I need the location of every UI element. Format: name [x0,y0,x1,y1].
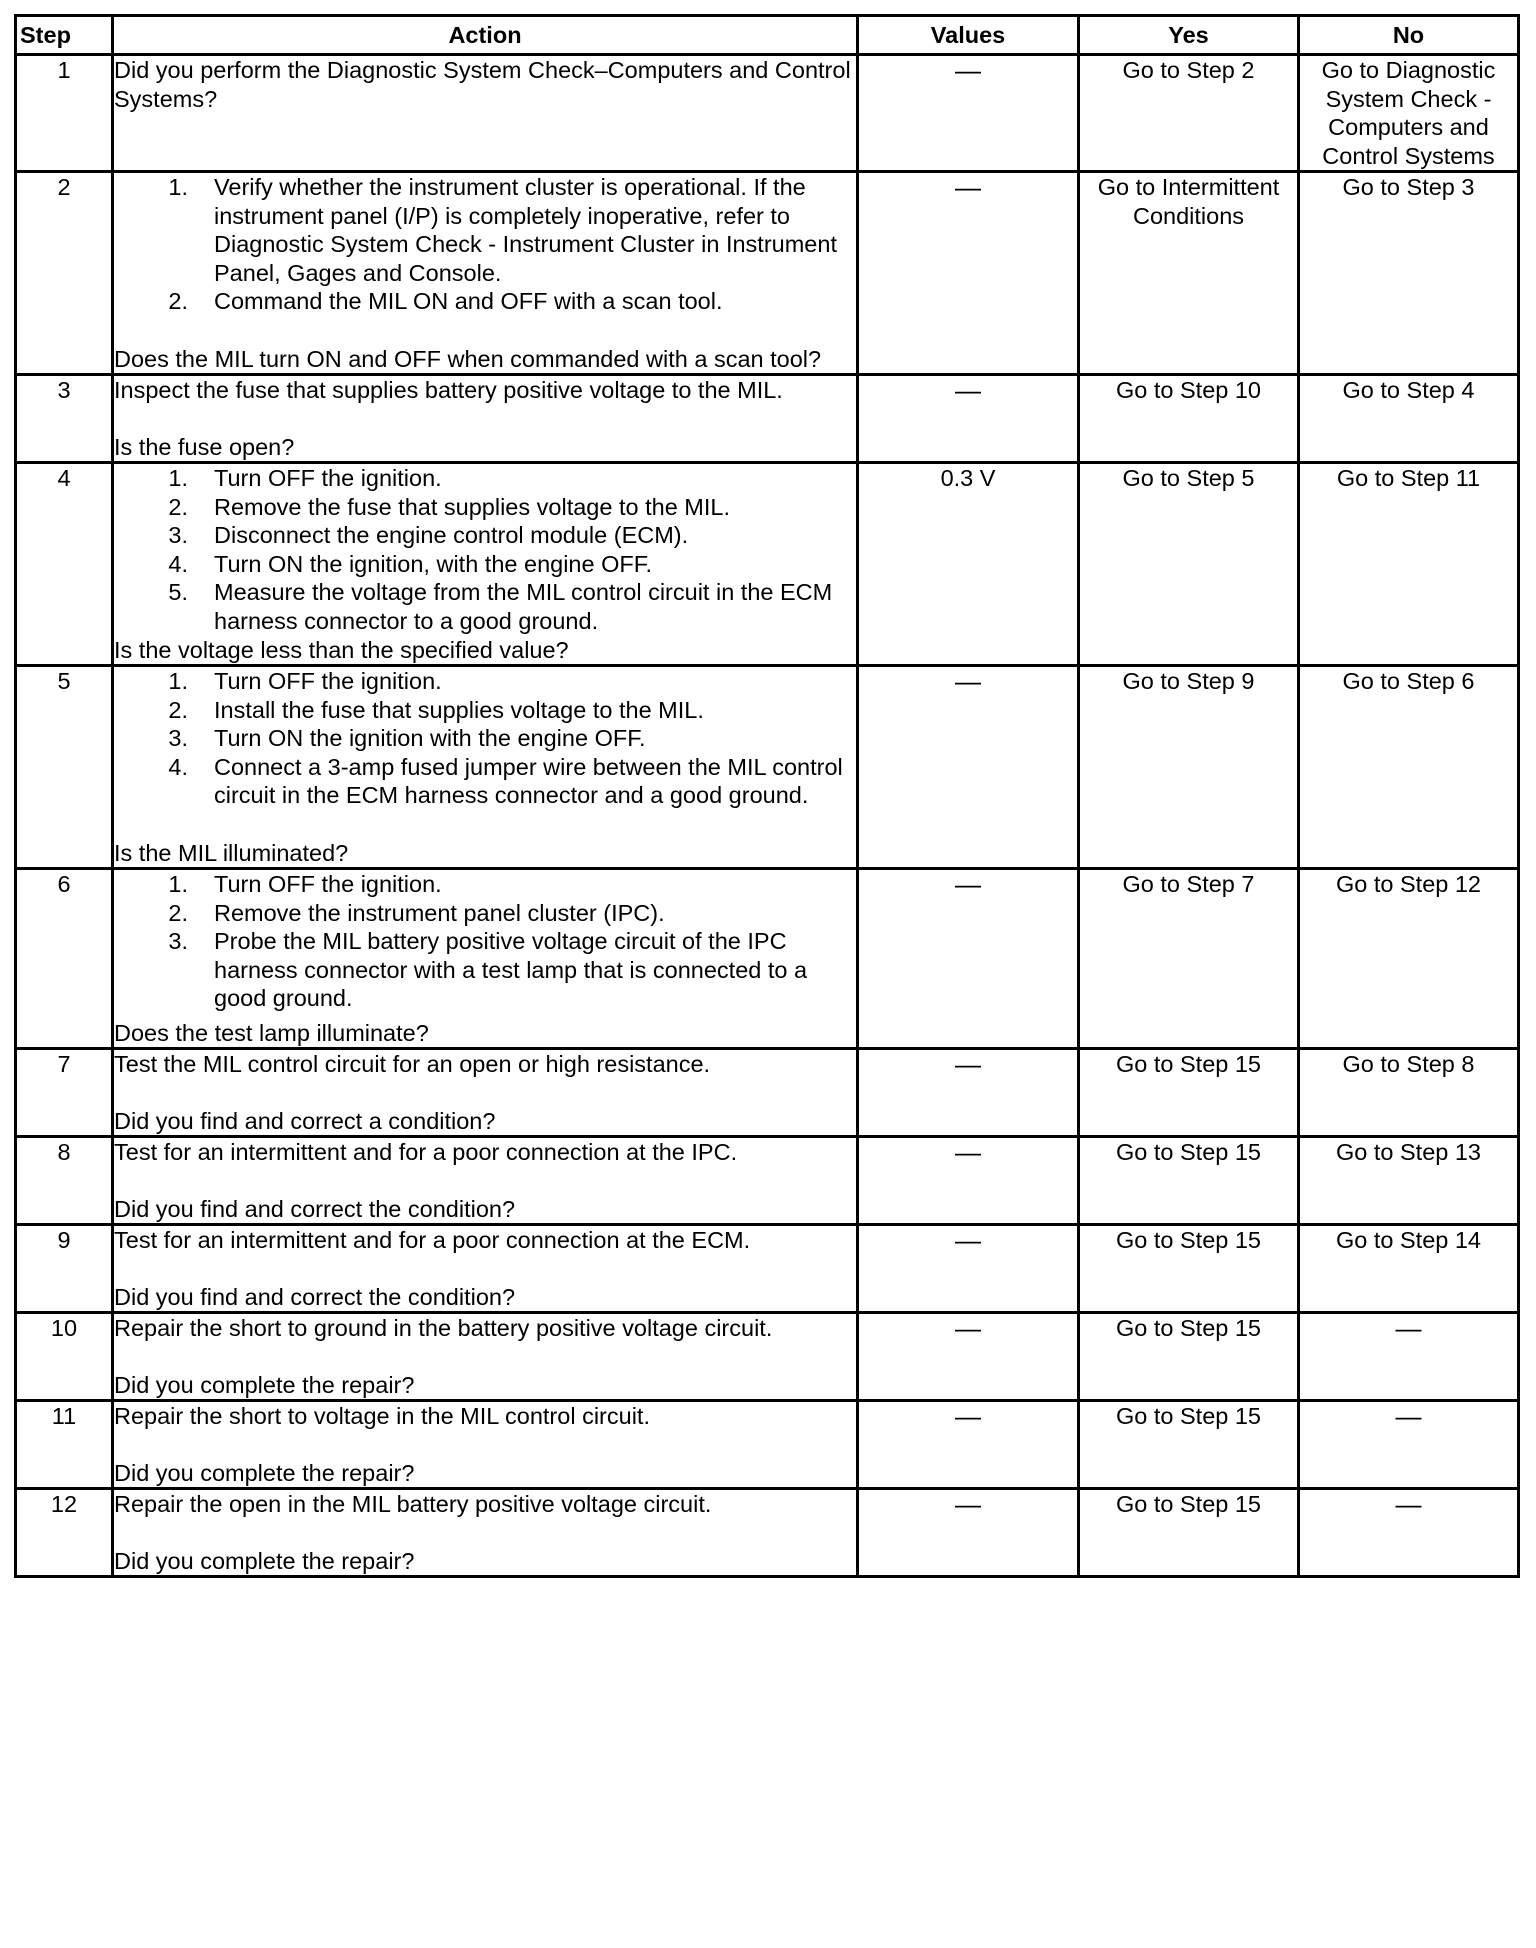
action-intro: Repair the open in the MIL battery positive voltage circuit. [114,1491,712,1517]
action-content [114,1050,856,1135]
table-row [16,172,1519,375]
table-row [16,375,1519,463]
action-cell [113,869,858,1049]
action-instructions [114,1138,856,1167]
value-text: — [955,55,981,85]
action-instructions [114,870,856,1013]
values-cell [858,1489,1079,1577]
action-intro: Test for an intermittent and for a poor connection at the IPC. [114,1139,738,1165]
action-step-list [114,464,856,635]
no-cell: Go to Step 4 [1299,375,1519,463]
yes-cell: Go to Step 15 [1079,1225,1299,1313]
yes-cell: Go to Step 15 [1079,1137,1299,1225]
action-question: Did you complete the repair? [114,1459,415,1486]
action-intro: Inspect the fuse that supplies battery positive voltage to the MIL. [114,377,783,403]
action-content [114,464,856,664]
action-intro: Repair the short to voltage in the MIL control circuit. [114,1403,650,1429]
action-step-item [114,550,856,579]
action-question: Does the test lamp illuminate? [114,1019,429,1046]
value-text: — [955,1049,981,1079]
values-cell [858,1313,1079,1401]
action-question: Did you find and correct a condition? [114,1107,496,1134]
action-step-number: 3. [168,522,188,548]
values-cell [858,1225,1079,1313]
step-cell: 1 [16,55,113,172]
values-cell [858,1049,1079,1137]
action-question: Is the voltage less than the specified value? [114,636,569,663]
step-cell: 5 [16,666,113,869]
values-cell [858,55,1079,172]
values-cell [858,869,1079,1049]
no-cell: Go to Step 11 [1299,463,1519,666]
action-step-text: Turn ON the ignition with the engine OFF. [214,725,646,751]
action-content [114,870,856,1047]
action-cell [113,666,858,869]
yes-cell: Go to Step 15 [1079,1401,1299,1489]
yes-cell: Go to Step 15 [1079,1049,1299,1137]
action-cell [113,1225,858,1313]
step-cell: 3 [16,375,113,463]
table-row [16,1401,1519,1489]
no-text: — [1395,1489,1422,1519]
value-text: — [955,375,981,405]
action-step-text: Measure the voltage from the MIL control circuit in the ECM harness connector to a good ground. [214,579,833,634]
table-row [16,1049,1519,1137]
action-step-list [114,667,856,810]
action-step-item [114,724,856,753]
action-content [114,56,856,170]
header-row [16,16,1519,55]
action-step-item [114,493,856,522]
yes-header: Yes [1079,16,1299,55]
table-row [16,463,1519,666]
action-question: Does the MIL turn ON and OFF when commanded with a scan tool? [114,345,822,372]
yes-cell: Go to Step 15 [1079,1489,1299,1577]
table-row [16,666,1519,869]
values-cell [858,375,1079,463]
action-step-text: Command the MIL ON and OFF with a scan tool. [214,288,723,314]
action-step-text: Probe the MIL battery positive voltage circuit of the IPC harness connector with a test lamp that is connected to a good ground. [214,928,808,1011]
action-cell [113,55,858,172]
action-content [114,1226,856,1311]
action-step-item [114,287,856,316]
action-step-number: 2. [168,696,188,723]
values-header: Values [858,16,1079,55]
no-cell: Go to Step 14 [1299,1225,1519,1313]
action-content [114,1314,856,1399]
action-instructions [114,1314,856,1343]
value-text: — [955,1225,981,1255]
action-cell [113,375,858,463]
step-cell: 4 [16,463,113,666]
table-row [16,55,1519,172]
action-instructions [114,56,856,113]
action-cell [113,1489,858,1577]
value-text: — [955,869,981,899]
yes-cell: Go to Step 5 [1079,463,1299,666]
action-question: Did you complete the repair? [114,1371,415,1398]
value-text: — [955,1489,981,1519]
action-step-number: 1. [168,668,188,694]
action-step-item [114,870,856,899]
action-step-text: Turn OFF the ignition. [214,871,442,897]
table-row [16,1489,1519,1577]
no-cell: Go to Step 8 [1299,1049,1519,1137]
yes-cell: Go to Step 15 [1079,1313,1299,1401]
action-content [114,1490,856,1575]
action-intro: Did you perform the Diagnostic System Check–Computers and Control Systems? [114,57,851,112]
action-step-item [114,899,856,928]
table-row [16,869,1519,1049]
action-intro: Test for an intermittent and for a poor connection at the ECM. [114,1227,751,1253]
action-step-text: Turn OFF the ignition. [214,668,442,694]
action-step-text: Disconnect the engine control module (ECM). [214,522,689,548]
action-step-number: 5. [168,579,188,605]
value-text: — [955,172,981,202]
action-step-text: Remove the instrument panel cluster (IPC). [214,899,665,926]
action-content [114,376,856,461]
table-row [16,1225,1519,1313]
action-header: Action [113,16,858,55]
no-cell: Go to Diagnostic System Check - Computers and Control Systems [1299,55,1519,172]
action-step-item [114,696,856,725]
step-cell: 10 [16,1313,113,1401]
action-step-number: 3. [168,928,188,954]
action-step-list [114,173,856,316]
action-step-number: 1. [168,174,188,200]
action-question: Is the MIL illuminated? [114,839,349,866]
no-cell: Go to Step 3 [1299,172,1519,375]
no-cell [1299,1313,1519,1401]
action-instructions [114,667,856,810]
value-text: — [955,1313,981,1343]
action-step-item [114,667,856,696]
no-header: No [1299,16,1519,55]
action-cell [113,463,858,666]
step-cell: 9 [16,1225,113,1313]
value-text: — [955,666,981,696]
action-step-text: Install the fuse that supplies voltage to the MIL. [214,696,704,723]
yes-cell: Go to Step 9 [1079,666,1299,869]
action-instructions [114,1402,856,1431]
step-cell: 7 [16,1049,113,1137]
action-step-list [114,870,856,1013]
action-step-number: 2. [168,288,188,314]
action-content [114,173,856,373]
values-cell [858,1401,1079,1489]
yes-cell: Go to Intermittent Conditions [1079,172,1299,375]
action-step-number: 4. [168,753,188,780]
action-step-number: 2. [168,899,188,926]
action-step-item [114,173,856,287]
action-instructions [114,1226,856,1255]
value-text: — [955,1401,981,1431]
action-question: Did you find and correct the condition? [114,1195,516,1222]
values-cell [858,172,1079,375]
step-cell: 6 [16,869,113,1049]
action-intro: Test the MIL control circuit for an open or high resistance. [114,1051,711,1077]
action-instructions [114,464,856,635]
action-instructions [114,1050,856,1079]
action-step-item [114,578,856,635]
no-cell: Go to Step 6 [1299,666,1519,869]
action-cell [113,1137,858,1225]
no-cell [1299,1489,1519,1577]
action-step-item [114,464,856,493]
action-step-text: Turn ON the ignition, with the engine OFF. [214,550,653,577]
diagnostic-table [14,14,1520,1578]
action-cell [113,172,858,375]
action-instructions [114,376,856,405]
action-cell [113,1049,858,1137]
table-row [16,1137,1519,1225]
action-step-text: Connect a 3-amp fused jumper wire between the MIL control circuit in the ECM harness connector and a good ground. [214,753,843,808]
action-step-text: Turn OFF the ignition. [214,465,442,491]
action-instructions [114,1490,856,1519]
action-step-text: Verify whether the instrument cluster is operational. If the instrument panel (I/P) is completely inoperative, refer to Diagnostic System Check - Instrument Cluster in Instrument Panel, Gages and Console. [214,174,837,286]
value-text: — [955,1137,981,1167]
yes-cell: Go to Step 10 [1079,375,1299,463]
table-row [16,1313,1519,1401]
action-question: Is the fuse open? [114,433,295,460]
action-cell [113,1401,858,1489]
action-intro: Repair the short to ground in the battery positive voltage circuit. [114,1315,773,1341]
yes-cell: Go to Step 2 [1079,55,1299,172]
values-cell [858,463,1079,666]
action-step-number: 1. [168,871,188,897]
action-step-number: 1. [168,465,188,491]
step-cell: 8 [16,1137,113,1225]
action-question: Did you complete the repair? [114,1547,415,1574]
action-content [114,1402,856,1487]
action-instructions [114,173,856,316]
no-text: — [1395,1401,1422,1431]
action-content [114,667,856,867]
action-step-text: Remove the fuse that supplies voltage to the MIL. [214,493,730,520]
no-cell: Go to Step 13 [1299,1137,1519,1225]
action-step-number: 3. [168,725,188,751]
no-text: — [1395,1313,1422,1343]
value-text: 0.3 V [940,465,996,491]
step-header: Step [16,16,113,55]
step-cell: 2 [16,172,113,375]
step-cell: 11 [16,1401,113,1489]
step-cell: 12 [16,1489,113,1577]
action-step-number: 2. [168,493,188,520]
yes-cell: Go to Step 7 [1079,869,1299,1049]
values-cell [858,666,1079,869]
action-step-item [114,753,856,810]
action-step-number: 4. [168,550,188,577]
action-question: Did you find and correct the condition? [114,1283,516,1310]
no-cell: Go to Step 12 [1299,869,1519,1049]
no-cell [1299,1401,1519,1489]
action-step-item [114,927,856,1013]
action-cell [113,1313,858,1401]
values-cell [858,1137,1079,1225]
action-step-item [114,521,856,550]
action-content [114,1138,856,1223]
